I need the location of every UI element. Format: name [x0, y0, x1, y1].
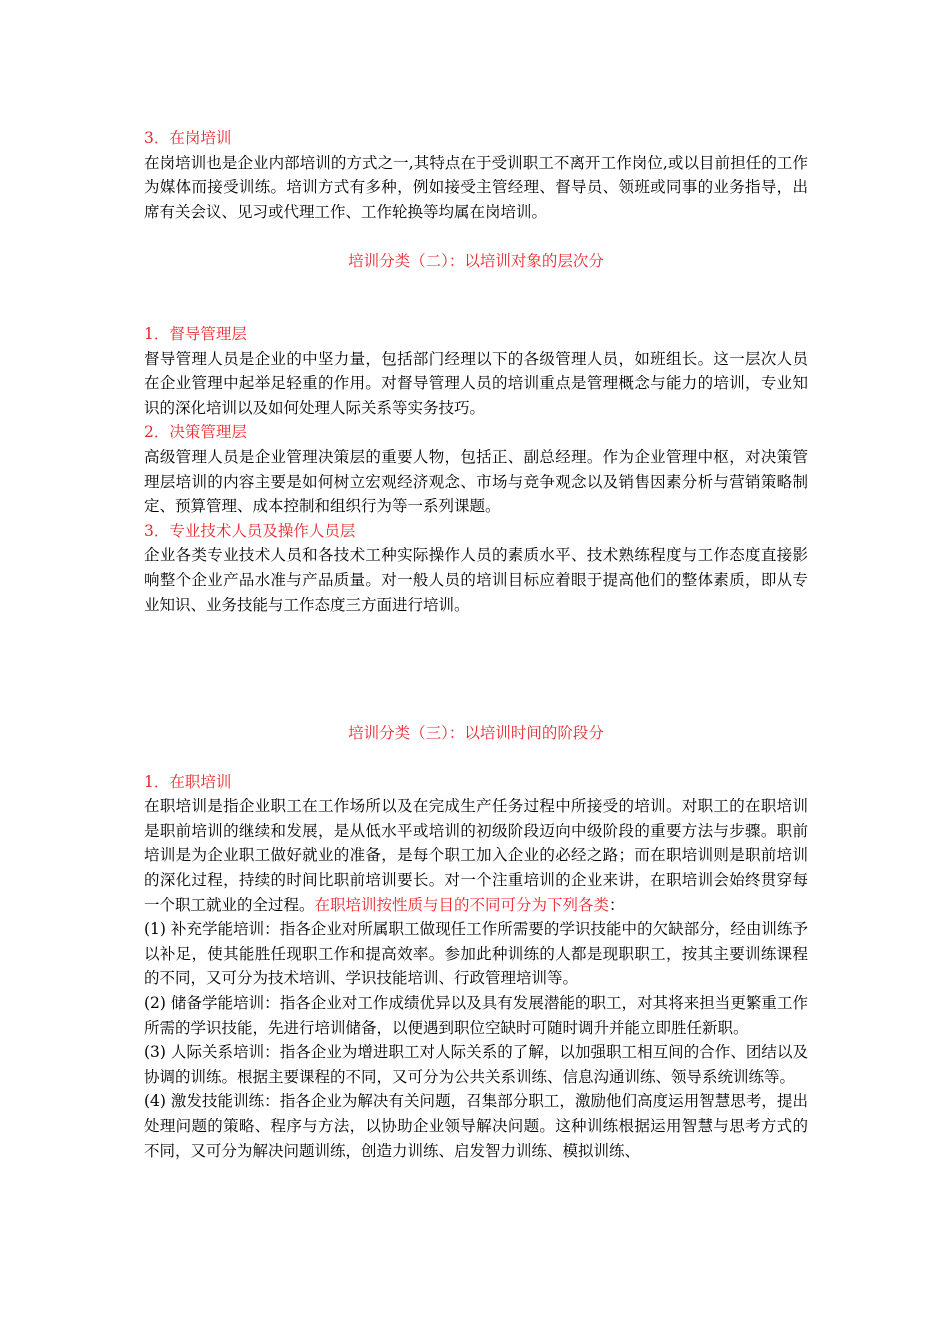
- spacer: [144, 274, 808, 322]
- spacer: [144, 746, 808, 770]
- heading-decision: 2．决策管理层: [144, 423, 247, 442]
- heading-supervisory: 1．督导管理层: [144, 324, 247, 343]
- paragraph-onjob: 在岗培训也是企业内部培训的方式之一,其特点在于受训职工不离开工作岗位,或以目前担任的工作为媒体而接受训练。培训方式有多种，例如接受主管经理、督导员、领班或同事的业务指导，出席有关会议、见习或代理工作、工作轮换等均属在岗培训。: [144, 153, 808, 221]
- category-title-3: 培训分类（三）：以培训时间的阶段分: [348, 724, 604, 743]
- inservice-text: 在职培训是指企业职工在工作场所以及在完成生产任务过程中所接受的培训。对职工的在职培训是职前培训的继续和发展，是从低水平或培训的初级阶段迈向中级阶段的重要方法与步骤。职前培训是为企业职工做好就业的准备，是每个职工加入企业的必经之路；而在职培训则是职前培训的深化过程，持续的时间比职前培训要长。对一个注重培训的企业来讲，在职培训会始终贯穿每一个职工就业的全过程。: [144, 797, 808, 914]
- section-heading-onjob: 3．在岗培训: [144, 129, 232, 147]
- spacer: [144, 617, 808, 721]
- paragraph-decision: 高级管理人员是企业管理决策层的重要人物，包括正、副总经理。作为企业管理中枢，对决策管理层培训的内容主要是如何树立宏观经济观念、市场与竞争观念以及销售因素分析与营销策略制定、预算管理、成本控制和组织行为等一系列课题。: [144, 447, 808, 516]
- list-item-interpersonal: (3) 人际关系培训：指各企业为增进职工对人际关系的了解，以加强职工相互间的合作、团结以及协调的训练。根据主要课程的不同，又可分为公共关系训练、信息沟通训练、领导系统训练等。: [144, 1043, 808, 1086]
- inservice-colon: ：: [609, 895, 625, 914]
- paragraph-supervisory: 督导管理人员是企业的中坚力量，包括部门经理以下的各级管理人员，如班组长。这一层次人员在企业管理中起举足轻重的作用。对督导管理人员的培训重点是管理概念与能力的培训，专业知识的深化培训以及如何处理人际关系等实务技巧。: [144, 349, 808, 417]
- list-item-supplementary: (1) 补充学能培训：指各企业对所属职工做现任工作所需要的学识技能中的欠缺部分，经由训练予以补足，使其能胜任现职工作和提高效率。参加此种训练的人都是现职职工，按其主要训练课程的不同，又可分为技术培训、学识技能培训、行政管理培训等。: [144, 920, 808, 988]
- heading-inservice: 1．在职培训: [144, 772, 232, 791]
- inservice-highlight: 在职培训按性质与目的不同可分为下列各类: [314, 895, 610, 914]
- document-body: [144, 126, 808, 1163]
- paragraph-inservice: [144, 794, 808, 917]
- list-item-motivation: (4) 激发技能训练：指各企业为解决有关问题，召集部分职工，激励他们高度运用智慧思考，提出处理问题的策略、程序与方法，以协助企业领导解决问题。这种训练根据运用智慧与思考方式的不同，又可分为解决问题训练，创造力训练、启发智力训练、模拟训练、: [144, 1092, 808, 1160]
- paragraph-technical: 企业各类专业技术人员和各技术工种实际操作人员的素质水平、技术熟练程度与工作态度直接影响整个企业产品水准与产品质量。对一般人员的培训目标应着眼于提高他们的整体素质，即从专业知识、业务技能与工作态度三方面进行培训。: [144, 546, 808, 614]
- spacer: [144, 224, 808, 249]
- heading-technical: 3．专业技术人员及操作人员层: [144, 521, 356, 540]
- list-item-reserve: (2) 储备学能培训：指各企业对工作成绩优异以及具有发展潜能的职工，对其将来担当更繁重工作所需的学识技能，先进行培训储备，以便遇到职位空缺时可随时调升并能立即胜任新职。: [144, 994, 808, 1037]
- category-title-2: 培训分类（二）：以培训对象的层次分: [348, 252, 604, 271]
